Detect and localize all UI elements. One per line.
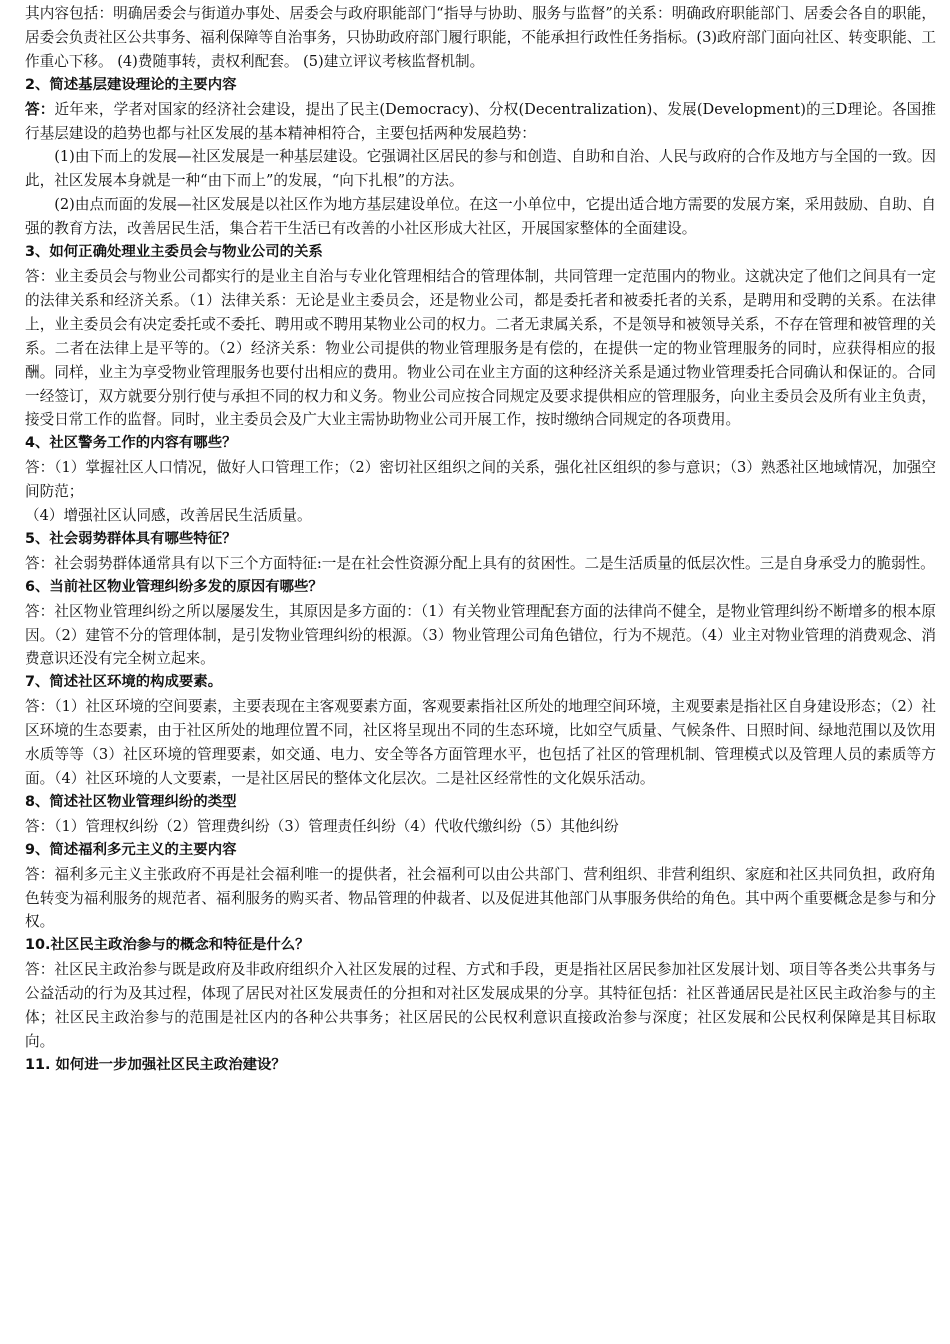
question-heading: 11. 如何进一步加强社区民主政治建设？	[25, 1056, 286, 1073]
body-paragraph: (1)由下而上的发展—社区发展是一种基层建设。它强调社区居民的参与和创造、自助和自治、人民与政府的合作及地方与全国的一致。因此，社区发展本身就是一种“由下而上”的发展，“向下扎根”的方法。	[25, 148, 936, 190]
question-heading: 2、简述基层建设理论的主要内容	[25, 76, 237, 93]
question-heading: 6、当前社区物业管理纠纷多发的原因有哪些？	[25, 578, 323, 595]
body-paragraph: 答：业主委员会与物业公司都实行的是业主自治与专业化管理相结合的管理体制，共同管理一定范围内的物业。这就决定了他们之间具有一定的法律关系和经济关系。（1）法律关系：无论是业主委员会，还是物业公司，都是委托者和被委托者的关系，是聘用和受聘的关系。在法律上，业主委员会有决定委托或不委托、聘用或不聘用某物业公司的权力。二者无隶属关系，不是领导和被领导关系，不存在管理和被管理的关系。二者在法律上是平等的。（2）经济关系：物业公司提供的物业管理服务是有偿的，在提供一定的物业管理服务的同时，应获得相应的报酬。同样，业主为享受物业管理服务也要付出相应的费用。物业公司在业主方面的这种经济关系是通过物业管理委托合同确认和保证的。合同一经签订，双方就要分别行使与承担不同的权力和义务。物业公司应按合同规定及要求提供相应的管理服务，向业主委员会及所有业主负责，接受日常工作的监督。同时，业主委员会及广大业主需协助物业公司开展工作，按时缴纳合同规定的各项费用。	[25, 267, 936, 429]
body-paragraph: 答：社区民主政治参与既是政府及非政府组织介入社区发展的过程、方式和手段，更是指社区居民参加社区发展计划、项目等各类公共事务与公益活动的行为及其过程，体现了居民对社区发展责任的分担和对社区发展成果的分享。其特征包括：社区普通居民是社区民主政治参与的主体；社区民主政治参与的范围是社区内的各种公共事务；社区居民的公民权利意识直接政治参与深度；社区发展和公民权利保障是其目标取向。	[25, 961, 936, 1050]
question-heading: 4、社区警务工作的内容有哪些？	[25, 435, 237, 452]
answer-paragraph	[25, 98, 936, 146]
body-paragraph: 答：福利多元主义主张政府不再是社会福利唯一的提供者，社会福利可以由公共部门、营利组织、非营利组织、家庭和社区共同负担，政府角色转变为福利服务的规范者、福利服务的购买者、物品管理的仲裁者、以及促进其他部门从事服务供给的角色。其中两个重要概念是参与和分权。	[25, 865, 936, 931]
body-paragraph: 答：（1）管理权纠纷（2）管理费纠纷（3）管理责任纠纷（4）代收代缴纠纷（5）其他纠纷	[25, 817, 619, 835]
question-heading: 5、社会弱势群体具有哪些特征？	[25, 530, 237, 547]
answer-text: 近年来，学者对国家的经济社会建设，提出了民主(Democracy)、分权(Decentralization)、发展(Development)的三D理论。各国推行基层建设的趋势也都与社区发展的基本精神相符合，主要包括两种发展趋势：	[25, 100, 936, 142]
question-heading: 7、简述社区环境的构成要素。	[25, 674, 223, 691]
body-paragraph: 答：（1）掌握社区人口情况，做好人口管理工作；（2）密切社区组织之间的关系，强化社区组织的参与意识；（3）熟悉社区地域情况，加强空间防范；	[25, 459, 936, 501]
question-heading: 10.社区民主政治参与的概念和特征是什么？	[25, 937, 310, 954]
question-heading: 3、如何正确处理业主委员会与物业公司的关系	[25, 244, 323, 261]
body-paragraph: 答：（1）社区环境的空间要素，主要表现在主客观要素方面，客观要素指社区所处的地理空间环境，主观要素是指社区自身建设形态；（2）社区环境的生态要素，由于社区所处的地理位置不同，社区将呈现出不同的生态环境，比如空气质量、气候条件、日照时间、绿地范围以及饮用水质等等（3）社区环境的管理要素，如交通、电力、安全等各方面管理水平，也包括了社区的管理机制、管理模式以及管理人员的素质等方面。（4）社区环境的人文要素，一是社区居民的整体文化层次。二是社区经常性的文化娱乐活动。	[25, 698, 936, 787]
body-paragraph: (2)由点而面的发展—社区发展是以社区作为地方基层建设单位。在这一小单位中，它提出适合地方需要的发展方案，采用鼓励、自助、自强的教育方法，改善居民生活，集合若干生活已有改善的小社区形成大社区，开展国家整体的全面建设。	[25, 196, 936, 238]
body-paragraph: 答：社会弱势群体通常具有以下三个方面特征:一是在社会性资源分配上具有的贫困性。二是生活质量的低层次性。三是自身承受力的脆弱性。	[25, 554, 935, 572]
body-paragraph: 答：社区物业管理纠纷之所以屡屡发生，其原因是多方面的：（1）有关物业管理配套方面的法律尚不健全，是物业管理纠纷不断增多的根本原因。（2）建管不分的管理体制，是引发物业管理纠纷的根源。（3）物业管理公司角色错位，行为不规范。（4）业主对物业管理的消费观念、消费意识还没有完全树立起来。	[25, 602, 936, 668]
body-paragraph: 其内容包括：明确居委会与街道办事处、居委会与政府职能部门“指导与协助、服务与监督”的关系：明确政府职能部门、居委会各自的职能，居委会负责社区公共事务、福利保障等自治事务，只协助政府部门履行职能，不能承担行政性任务指标。(3)政府部门面向社区、转变职能、工作重心下移。 (4)费随事转，责权利配套。 (5)建立评议考核监督机制。	[25, 5, 936, 70]
body-paragraph: （4）增强社区认同感，改善居民生活质量。	[25, 507, 312, 525]
question-heading: 8、简述社区物业管理纠纷的类型	[25, 793, 237, 810]
answer-label: 答：	[25, 100, 55, 118]
question-heading: 9、简述福利多元主义的主要内容	[25, 841, 237, 858]
